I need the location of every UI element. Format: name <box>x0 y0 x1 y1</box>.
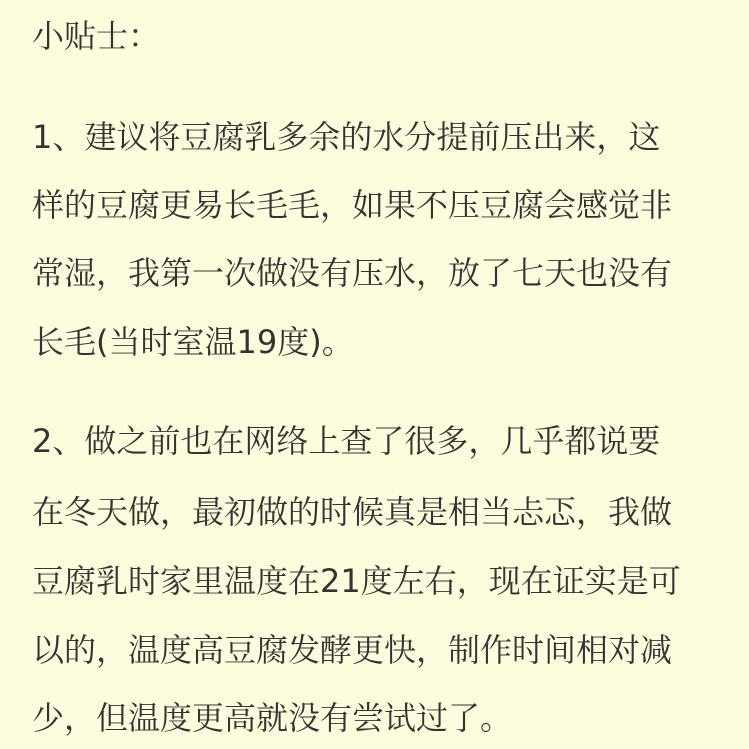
tip-line: 2、做之前也在网络上查了很多，几乎都说要 <box>32 422 661 460</box>
tip-line: 少，但温度更高就没有尝试过了。 <box>32 699 513 737</box>
tip-line: 样的豆腐更易长毛毛，如果不压豆腐会感觉非 <box>32 186 673 224</box>
tip-line: 在冬天做，最初做的时候真是相当忐忑，我做 <box>32 493 673 531</box>
tips-title: 小贴士： <box>32 17 161 55</box>
tip-line: 1、建议将豆腐乳多余的水分提前压出来，这 <box>32 118 661 156</box>
tip-line: 以的，温度高豆腐发酵更快，制作时间相对减 <box>32 631 673 669</box>
tip-line: 常湿，我第一次做没有压水，放了七天也没有 <box>32 254 673 292</box>
tip-line: 长毛(当时室温19度)。 <box>32 323 354 361</box>
tip-line: 豆腐乳时家里温度在21度左右，现在证实是可 <box>32 562 681 600</box>
